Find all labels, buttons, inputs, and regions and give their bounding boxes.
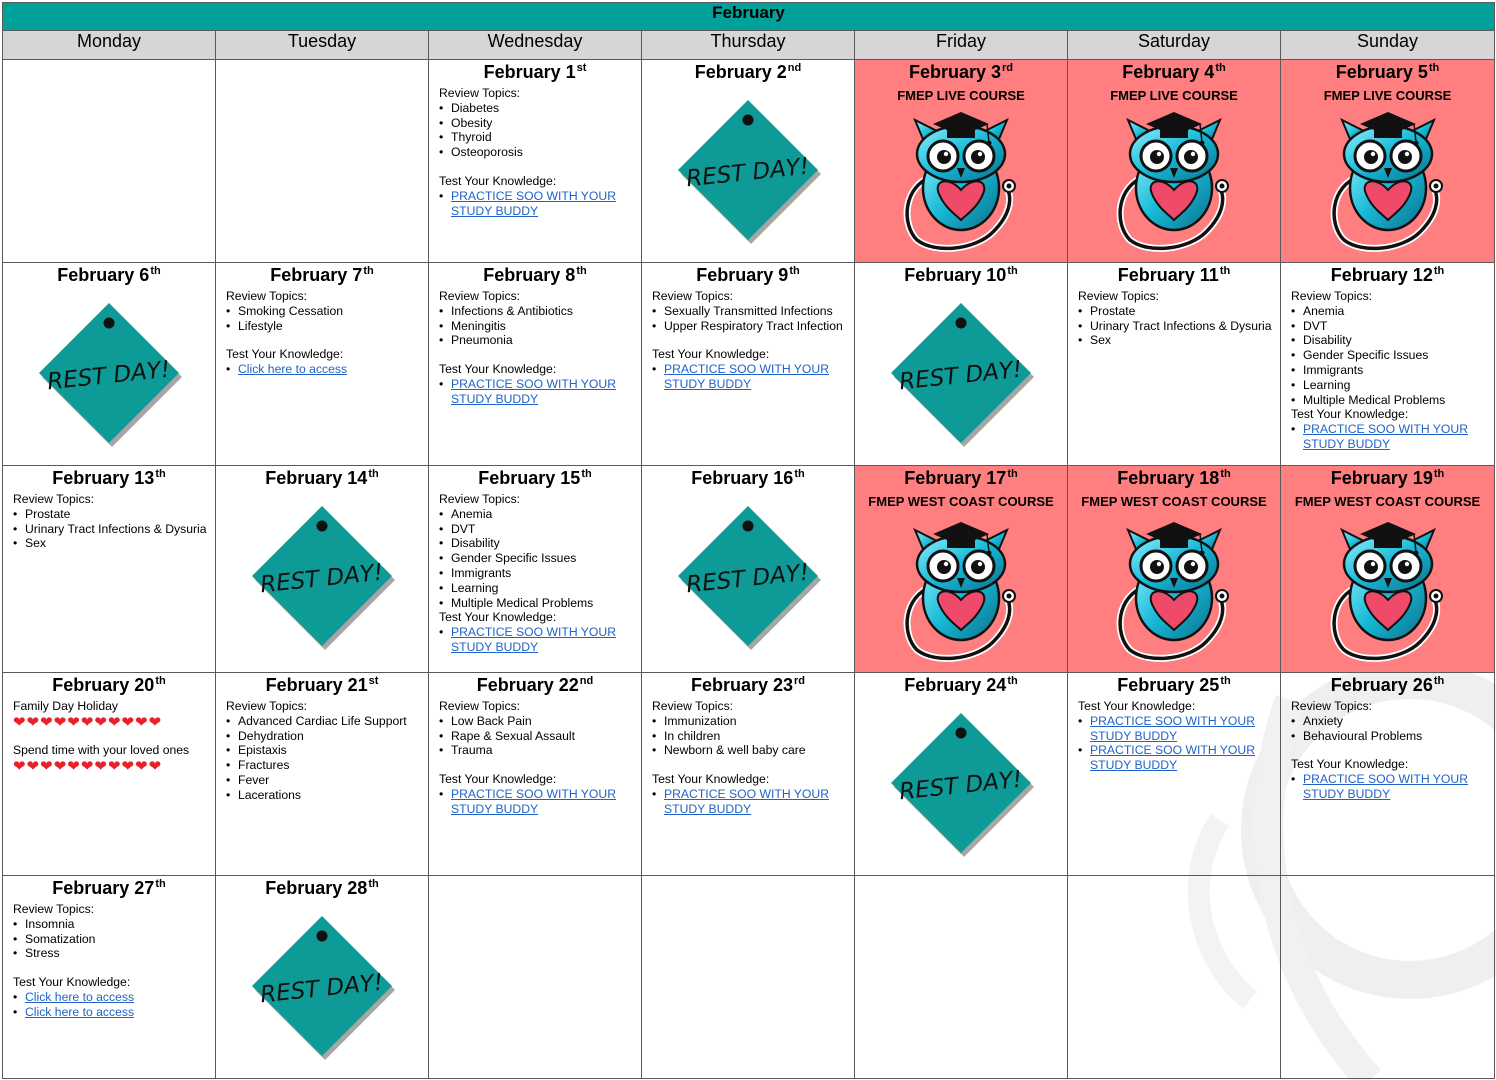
topic-item: • Osteoporosis [439, 145, 641, 160]
review-topics-label: Review Topics: [439, 699, 521, 713]
review-topics-label: Review Topics: [439, 492, 521, 506]
rest-day-text: REST DAY! [46, 356, 172, 396]
rest-day-sign [35, 299, 183, 447]
rest-day-text: REST DAY! [259, 559, 385, 599]
owl-mascot-icon [897, 514, 1025, 662]
day-cell-feb-11 [1068, 263, 1281, 466]
click-here-link[interactable]: Click here to access [238, 362, 348, 377]
day-title: February 14th [265, 468, 379, 488]
topic-item: • Dehydration [226, 729, 428, 744]
topic-item: • Behavioural Problems [1291, 729, 1494, 744]
topic-item: • Prostate [1078, 304, 1280, 319]
day-title: February 7th [270, 265, 374, 285]
day-title: February 4th [1122, 62, 1226, 82]
topic-item: • Gender Specific Issues [439, 551, 641, 566]
topic-item: • Disability [439, 536, 641, 551]
practice-soo-link[interactable]: PRACTICE SOO WITH YOUR STUDY BUDDY [664, 362, 829, 391]
empty-day-cell [855, 876, 1068, 1079]
empty-day-cell [1281, 876, 1495, 1079]
weekday-monday: Monday [3, 31, 216, 60]
day-cell-feb-7 [216, 263, 429, 466]
practice-soo-link[interactable]: PRACTICE SOO WITH YOUR STUDY BUDDY [451, 188, 616, 218]
day-cell-feb-3 [855, 60, 1068, 263]
course-title: FMEP LIVE COURSE [897, 88, 1025, 103]
day-cell-feb-14 [216, 466, 429, 673]
test-knowledge-label: Test Your Knowledge: [1291, 757, 1409, 772]
practice-soo-link[interactable]: PRACTICE SOO WITH YOUR STUDY BUDDY [664, 786, 829, 816]
click-here-link[interactable]: Click here to access [25, 1004, 135, 1019]
course-title: FMEP WEST COAST COURSE [868, 494, 1054, 509]
day-title: February 10th [904, 265, 1018, 285]
day-title: February 19th [1330, 468, 1445, 488]
topic-item: • Fever [226, 773, 428, 788]
click-here-link[interactable]: Click here to access [25, 989, 135, 1004]
day-title: February 6th [57, 265, 161, 285]
day-cell-feb-10 [855, 263, 1068, 466]
test-knowledge-label: Test Your Knowledge: [439, 173, 557, 188]
day-cell-feb-19 [1281, 466, 1495, 673]
day-cell-feb-6 [3, 263, 216, 466]
day-title: February 11th [1117, 265, 1231, 285]
review-topics-label: Review Topics: [652, 289, 734, 303]
rest-day-sign [674, 96, 822, 244]
review-topics-label: Review Topics: [439, 86, 521, 100]
topic-item: • Learning [1291, 378, 1494, 393]
topic-item: • DVT [1291, 319, 1494, 334]
review-topics-list [439, 507, 641, 611]
holiday-label: Family Day Holiday [13, 699, 118, 713]
weekday-saturday: Saturday [1068, 31, 1281, 60]
test-knowledge-label: Test Your Knowledge: [439, 772, 557, 787]
owl-mascot-icon [1324, 104, 1452, 252]
practice-soo-link[interactable]: PRACTICE SOO WITH YOUR STUDY BUDDY [451, 376, 616, 406]
topic-item: • Fractures [226, 758, 428, 773]
review-topics-label: Review Topics: [226, 289, 308, 303]
practice-soo-link[interactable]: PRACTICE SOO WITH YOUR STUDY BUDDY [451, 786, 616, 816]
rest-day-sign [248, 502, 396, 650]
test-knowledge-label: Test Your Knowledge: [1078, 699, 1196, 713]
topic-item: • Diabetes [439, 101, 641, 116]
review-topics-list [439, 714, 641, 758]
review-topics-list [13, 507, 215, 551]
test-knowledge-label: Test Your Knowledge: [226, 347, 344, 362]
test-knowledge-label: Test Your Knowledge: [1291, 407, 1409, 422]
review-topics-label: Review Topics: [13, 492, 95, 506]
day-cell-feb-27 [3, 876, 216, 1079]
rest-day-text: REST DAY! [685, 153, 811, 193]
rest-day-text: REST DAY! [685, 559, 811, 599]
topic-item: • Anemia [439, 507, 641, 522]
rest-day-sign [887, 299, 1035, 447]
day-cell-feb-12 [1281, 263, 1495, 466]
topic-item: • Prostate [13, 507, 215, 522]
day-title: February 26th [1330, 675, 1445, 695]
topic-item: • Learning [439, 581, 641, 596]
topic-item: • Lifestyle [226, 319, 428, 334]
course-title: FMEP LIVE COURSE [1110, 88, 1238, 103]
topic-item: • Meningitis [439, 319, 641, 334]
day-cell-feb-1 [429, 60, 642, 263]
day-cell-feb-2 [642, 60, 855, 263]
review-topics-list [226, 304, 428, 334]
day-title: February 8th [483, 265, 587, 285]
owl-mascot-icon [1324, 514, 1452, 662]
test-knowledge-label: Test Your Knowledge: [652, 347, 770, 362]
review-topics-list [1078, 304, 1280, 348]
topic-item: • Trauma [439, 743, 641, 758]
topic-item: • Urinary Tract Infections & Dysuria [13, 522, 215, 537]
topic-item: • DVT [439, 522, 641, 537]
topic-item: • Upper Respiratory Tract Infection [652, 319, 854, 334]
day-title: February 20th [52, 675, 166, 695]
review-topics-label: Review Topics: [226, 699, 308, 713]
day-title: February 13th [52, 468, 166, 488]
practice-soo-link[interactable]: PRACTICE SOO WITH YOUR STUDY BUDDY [1090, 743, 1255, 773]
rest-day-sign [674, 502, 822, 650]
hearts-row-icon: ❤❤❤❤❤❤❤❤❤❤❤ [13, 757, 163, 775]
topic-item: • Epistaxis [226, 743, 428, 758]
day-cell-feb-18 [1068, 466, 1281, 673]
review-topics-list [439, 304, 641, 348]
day-cell-feb-21 [216, 673, 429, 876]
empty-day-cell [216, 60, 429, 263]
test-knowledge-label: Test Your Knowledge: [439, 362, 557, 377]
day-title: February 3rd [908, 62, 1014, 82]
day-cell-feb-28 [216, 876, 429, 1079]
topic-item: • Immunization [652, 714, 854, 729]
review-topics-label: Review Topics: [652, 699, 734, 713]
topic-item: • Advanced Cardiac Life Support [226, 714, 428, 729]
rest-day-text: REST DAY! [898, 356, 1024, 396]
topic-item: • Gender Specific Issues [1291, 348, 1494, 363]
course-title: FMEP WEST COAST COURSE [1294, 494, 1481, 509]
day-cell-feb-5 [1281, 60, 1495, 263]
day-title: February 15th [478, 468, 592, 488]
day-cell-feb-22 [429, 673, 642, 876]
day-title: February 5th [1335, 62, 1440, 82]
review-topics-label: Review Topics: [1291, 289, 1373, 303]
day-cell-feb-9 [642, 263, 855, 466]
practice-soo-link[interactable]: PRACTICE SOO WITH YOUR STUDY BUDDY [1303, 422, 1468, 451]
topic-item: • Newborn & well baby care [652, 743, 854, 758]
topic-item: • Anxiety [1291, 714, 1494, 729]
topic-item: • Thyroid [439, 130, 641, 145]
owl-mascot-icon [1110, 104, 1238, 252]
day-title: February 12th [1330, 265, 1445, 285]
day-cell-feb-26 [1281, 673, 1495, 876]
weekday-wednesday: Wednesday [429, 31, 642, 60]
topic-item: • Immigrants [1291, 363, 1494, 378]
rest-day-sign [248, 912, 396, 1060]
review-topics-list [1291, 714, 1494, 744]
day-title: February 28th [265, 878, 379, 898]
day-title: February 23rd [690, 675, 806, 695]
day-cell-feb-13 [3, 466, 216, 673]
day-title: February 21st [265, 675, 379, 695]
topic-item: • Rape & Sexual Assault [439, 729, 641, 744]
topic-item: • In children [652, 729, 854, 744]
hearts-row-icon: ❤❤❤❤❤❤❤❤❤❤❤ [13, 713, 163, 731]
day-cell-feb-17 [855, 466, 1068, 673]
test-knowledge-label: Test Your Knowledge: [652, 772, 770, 787]
day-cell-feb-16 [642, 466, 855, 673]
test-knowledge-label: Test Your Knowledge: [13, 975, 131, 990]
day-cell-feb-8 [429, 263, 642, 466]
topic-item: • Anemia [1291, 304, 1494, 319]
empty-day-cell [3, 60, 216, 263]
owl-mascot-icon [897, 104, 1025, 252]
topic-item: • Lacerations [226, 788, 428, 803]
review-topics-label: Review Topics: [13, 902, 95, 916]
february-calendar [2, 2, 1495, 1079]
topic-item: • Sex [13, 536, 215, 551]
practice-soo-link[interactable]: PRACTICE SOO WITH YOUR STUDY BUDDY [1090, 713, 1255, 743]
day-title: February 2nd [694, 62, 802, 82]
day-title: February 25th [1117, 675, 1231, 695]
topic-item: • Sexually Transmitted Infections [652, 304, 854, 319]
review-topics-list [13, 917, 215, 961]
day-title: February 18th [1117, 468, 1231, 488]
review-topics-list [652, 304, 854, 334]
day-cell-feb-25 [1068, 673, 1281, 876]
topic-item: • Immigrants [439, 566, 641, 581]
day-title: February 27th [52, 878, 166, 898]
course-title: FMEP LIVE COURSE [1323, 88, 1452, 103]
topic-item: • Somatization [13, 932, 215, 947]
review-topics-list [1291, 304, 1494, 408]
day-title: February 9th [696, 265, 800, 285]
test-knowledge-label: Test Your Knowledge: [439, 610, 557, 625]
topic-item: • Sex [1078, 333, 1280, 348]
day-title: February 16th [691, 468, 805, 488]
day-cell-feb-24 [855, 673, 1068, 876]
topic-item: • Disability [1291, 333, 1494, 348]
day-title: February 1st [483, 62, 587, 82]
day-title: February 17th [904, 468, 1018, 488]
review-topics-list [226, 714, 428, 803]
topic-item: • Urinary Tract Infections & Dysuria [1078, 319, 1280, 334]
day-cell-feb-20 [3, 673, 216, 876]
review-topics-list [652, 714, 854, 758]
practice-soo-link[interactable]: PRACTICE SOO WITH YOUR STUDY BUDDY [451, 625, 616, 654]
owl-mascot-icon [1110, 514, 1238, 662]
weekday-tuesday: Tuesday [216, 31, 429, 60]
weekday-thursday: Thursday [642, 31, 855, 60]
review-topics-label: Review Topics: [1078, 289, 1160, 303]
day-title: February 22nd [476, 675, 594, 695]
topic-item: • Insomnia [13, 917, 215, 932]
empty-day-cell [1068, 876, 1281, 1079]
topic-item: • Multiple Medical Problems [439, 596, 641, 611]
topic-item: • Low Back Pain [439, 714, 641, 729]
practice-soo-link[interactable]: PRACTICE SOO WITH YOUR STUDY BUDDY [1303, 772, 1468, 801]
rest-day-text: REST DAY! [898, 766, 1024, 806]
review-topics-label: Review Topics: [439, 289, 521, 303]
month-title: February [3, 3, 1495, 31]
review-topics-label: Review Topics: [1291, 699, 1373, 713]
review-topics-list [439, 101, 641, 160]
topic-item: • Stress [13, 946, 215, 961]
day-cell-feb-15 [429, 466, 642, 673]
topic-item: • Infections & Antibiotics [439, 304, 641, 319]
day-cell-feb-23 [642, 673, 855, 876]
day-title: February 24th [904, 675, 1018, 695]
rest-day-sign [887, 709, 1035, 857]
empty-day-cell [429, 876, 642, 1079]
holiday-message: Spend time with your loved ones [13, 742, 190, 757]
weekday-friday: Friday [855, 31, 1068, 60]
empty-day-cell [642, 876, 855, 1079]
topic-item: • Obesity [439, 116, 641, 131]
topic-item: • Smoking Cessation [226, 304, 428, 319]
topic-item: • Multiple Medical Problems [1291, 393, 1494, 408]
topic-item: • Pneumonia [439, 333, 641, 348]
day-cell-feb-4 [1068, 60, 1281, 263]
weekday-sunday: Sunday [1281, 31, 1495, 60]
rest-day-text: REST DAY! [259, 969, 385, 1009]
course-title: FMEP WEST COAST COURSE [1081, 494, 1267, 509]
